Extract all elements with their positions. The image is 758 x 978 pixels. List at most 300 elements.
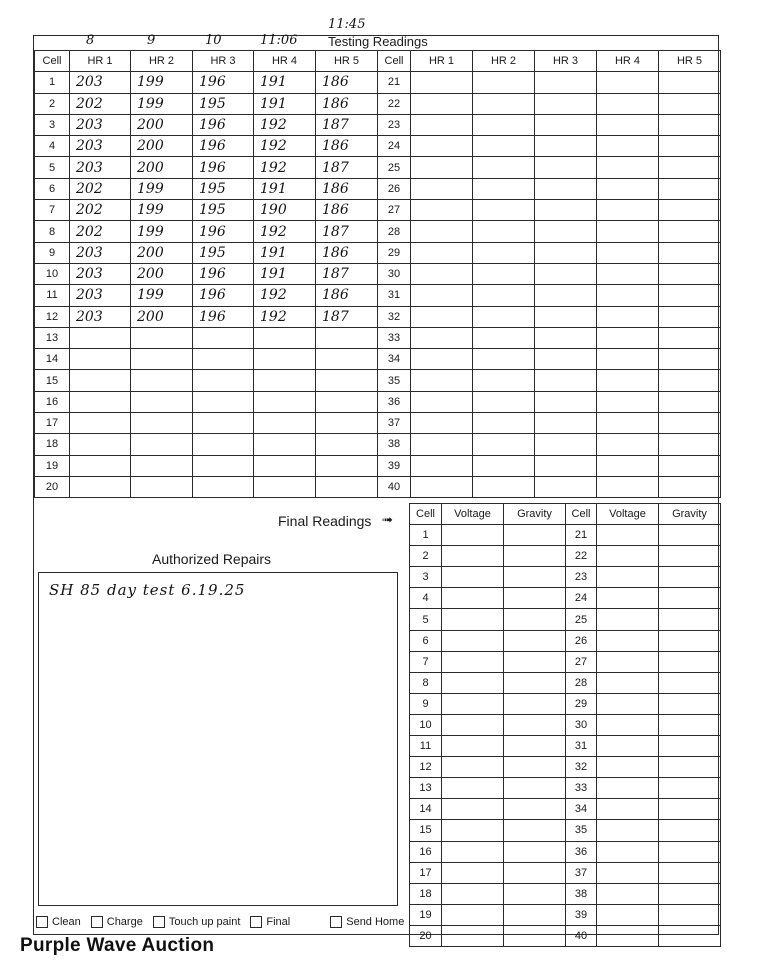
- reading-cell[interactable]: [597, 263, 659, 284]
- reading-cell[interactable]: [659, 370, 721, 391]
- reading-cell[interactable]: [316, 391, 378, 412]
- voltage-cell[interactable]: [442, 757, 504, 778]
- voltage-cell[interactable]: [597, 714, 659, 735]
- reading-cell[interactable]: [535, 370, 597, 391]
- table-row: [410, 904, 721, 925]
- reading-cell[interactable]: 187: [316, 221, 378, 242]
- gravity-cell[interactable]: [504, 651, 566, 672]
- reading-cell[interactable]: [131, 434, 193, 455]
- reading-cell[interactable]: 196: [193, 306, 254, 327]
- voltage-cell[interactable]: [597, 799, 659, 820]
- reading-cell[interactable]: [316, 370, 378, 391]
- reading-cell[interactable]: [535, 327, 597, 348]
- gravity-cell[interactable]: [659, 883, 721, 904]
- reading-cell[interactable]: [473, 263, 535, 284]
- reading-cell[interactable]: 192: [254, 221, 316, 242]
- reading-cell[interactable]: [597, 200, 659, 221]
- reading-cell[interactable]: [411, 221, 473, 242]
- reading-cell[interactable]: [659, 72, 721, 93]
- reading-cell[interactable]: 192: [254, 306, 316, 327]
- gravity-cell[interactable]: [504, 841, 566, 862]
- reading-cell[interactable]: 202: [70, 178, 131, 199]
- voltage-cell[interactable]: [597, 904, 659, 925]
- gravity-cell[interactable]: [504, 588, 566, 609]
- reading-cell[interactable]: [659, 157, 721, 178]
- reading-cell[interactable]: [473, 157, 535, 178]
- reading-cell[interactable]: [659, 327, 721, 348]
- reading-cell[interactable]: [659, 476, 721, 497]
- voltage-cell[interactable]: [442, 546, 504, 567]
- reading-cell[interactable]: [597, 391, 659, 412]
- reading-cell[interactable]: [473, 72, 535, 93]
- reading-cell[interactable]: 200: [131, 114, 193, 135]
- reading-cell[interactable]: [411, 157, 473, 178]
- checkbox-charge[interactable]: [91, 916, 143, 928]
- reading-cell[interactable]: [131, 391, 193, 412]
- reading-cell[interactable]: 196: [193, 114, 254, 135]
- reading-cell[interactable]: [411, 434, 473, 455]
- voltage-cell[interactable]: [442, 588, 504, 609]
- checkbox-touch-up-paint[interactable]: [153, 916, 241, 928]
- gravity-cell[interactable]: [504, 883, 566, 904]
- reading-cell[interactable]: [254, 327, 316, 348]
- voltage-cell[interactable]: [597, 757, 659, 778]
- column-header: HR 4: [254, 51, 316, 72]
- voltage-cell[interactable]: [597, 588, 659, 609]
- reading-cell[interactable]: 200: [131, 136, 193, 157]
- reading-cell[interactable]: 196: [193, 285, 254, 306]
- reading-cell[interactable]: 192: [254, 114, 316, 135]
- voltage-cell[interactable]: [442, 630, 504, 651]
- reading-cell[interactable]: 186: [316, 136, 378, 157]
- voltage-cell[interactable]: [597, 820, 659, 841]
- reading-cell[interactable]: [597, 285, 659, 306]
- reading-cell[interactable]: [473, 114, 535, 135]
- reading-cell[interactable]: [131, 455, 193, 476]
- checkbox-square-icon[interactable]: [153, 916, 165, 928]
- gravity-cell[interactable]: [659, 841, 721, 862]
- reading-cell[interactable]: [193, 370, 254, 391]
- reading-cell[interactable]: [193, 455, 254, 476]
- reading-cell[interactable]: 186: [316, 200, 378, 221]
- gravity-cell[interactable]: [504, 778, 566, 799]
- gravity-cell[interactable]: [504, 925, 566, 946]
- reading-cell[interactable]: 200: [131, 242, 193, 263]
- reading-cell[interactable]: 199: [131, 178, 193, 199]
- reading-cell[interactable]: [597, 455, 659, 476]
- reading-cell[interactable]: 191: [254, 242, 316, 263]
- reading-cell[interactable]: [254, 391, 316, 412]
- reading-cell[interactable]: [411, 349, 473, 370]
- reading-cell[interactable]: [659, 349, 721, 370]
- reading-cell[interactable]: 203: [70, 157, 131, 178]
- reading-cell[interactable]: 200: [131, 263, 193, 284]
- reading-cell[interactable]: [659, 285, 721, 306]
- voltage-cell[interactable]: [442, 651, 504, 672]
- voltage-cell[interactable]: [442, 862, 504, 883]
- gravity-cell[interactable]: [504, 546, 566, 567]
- gravity-cell[interactable]: [504, 672, 566, 693]
- reading-cell[interactable]: [535, 136, 597, 157]
- status-checkboxes: [36, 916, 414, 928]
- reading-cell[interactable]: [597, 178, 659, 199]
- reading-cell[interactable]: 200: [131, 157, 193, 178]
- reading-cell[interactable]: [597, 370, 659, 391]
- reading-cell[interactable]: [131, 476, 193, 497]
- gravity-cell[interactable]: [504, 862, 566, 883]
- reading-cell[interactable]: [659, 306, 721, 327]
- gravity-cell[interactable]: [659, 609, 721, 630]
- reading-cell[interactable]: 203: [70, 136, 131, 157]
- gravity-cell[interactable]: [659, 736, 721, 757]
- reading-cell[interactable]: [597, 221, 659, 242]
- reading-cell[interactable]: [659, 221, 721, 242]
- reading-cell[interactable]: 195: [193, 200, 254, 221]
- gravity-cell[interactable]: [659, 778, 721, 799]
- reading-cell[interactable]: 186: [316, 72, 378, 93]
- reading-cell[interactable]: [411, 327, 473, 348]
- reading-cell[interactable]: [473, 413, 535, 434]
- gravity-cell[interactable]: [504, 609, 566, 630]
- gravity-cell[interactable]: [659, 672, 721, 693]
- reading-cell[interactable]: 200: [131, 306, 193, 327]
- voltage-cell[interactable]: [597, 925, 659, 946]
- reading-cell[interactable]: [411, 136, 473, 157]
- reading-cell[interactable]: [411, 178, 473, 199]
- reading-cell[interactable]: [473, 306, 535, 327]
- reading-cell[interactable]: 203: [70, 72, 131, 93]
- column-header: Voltage: [442, 504, 504, 525]
- reading-cell[interactable]: [659, 455, 721, 476]
- voltage-cell[interactable]: [442, 799, 504, 820]
- reading-cell[interactable]: [535, 200, 597, 221]
- gravity-cell[interactable]: [659, 799, 721, 820]
- reading-cell[interactable]: [473, 285, 535, 306]
- reading-cell[interactable]: [254, 476, 316, 497]
- reading-cell[interactable]: [535, 263, 597, 284]
- reading-cell[interactable]: [659, 434, 721, 455]
- reading-cell[interactable]: [316, 476, 378, 497]
- reading-cell[interactable]: [411, 93, 473, 114]
- reading-cell[interactable]: [659, 178, 721, 199]
- cell-number: 2: [410, 546, 442, 567]
- reading-cell[interactable]: 186: [316, 178, 378, 199]
- gravity-cell[interactable]: [659, 862, 721, 883]
- reading-cell[interactable]: [535, 434, 597, 455]
- gravity-cell[interactable]: [504, 736, 566, 757]
- voltage-cell[interactable]: [597, 862, 659, 883]
- reading-cell[interactable]: [659, 200, 721, 221]
- reading-cell[interactable]: [254, 349, 316, 370]
- reading-cell[interactable]: [411, 455, 473, 476]
- gravity-cell[interactable]: [504, 757, 566, 778]
- reading-cell[interactable]: [411, 391, 473, 412]
- reading-cell[interactable]: [411, 413, 473, 434]
- voltage-cell[interactable]: [597, 630, 659, 651]
- gravity-cell[interactable]: [659, 546, 721, 567]
- gravity-cell[interactable]: [504, 714, 566, 735]
- reading-cell[interactable]: [193, 476, 254, 497]
- gravity-cell[interactable]: [504, 567, 566, 588]
- reading-cell[interactable]: [254, 413, 316, 434]
- reading-cell[interactable]: 195: [193, 178, 254, 199]
- reading-cell[interactable]: [473, 391, 535, 412]
- reading-cell[interactable]: [193, 413, 254, 434]
- reading-cell[interactable]: [411, 72, 473, 93]
- reading-cell[interactable]: [193, 391, 254, 412]
- reading-cell[interactable]: 199: [131, 285, 193, 306]
- voltage-cell[interactable]: [442, 904, 504, 925]
- reading-cell[interactable]: [411, 285, 473, 306]
- reading-cell[interactable]: [473, 178, 535, 199]
- reading-cell[interactable]: [316, 455, 378, 476]
- reading-cell[interactable]: 196: [193, 263, 254, 284]
- table-row: [410, 799, 721, 820]
- reading-cell[interactable]: 186: [316, 93, 378, 114]
- reading-cell[interactable]: [659, 413, 721, 434]
- reading-cell[interactable]: [535, 455, 597, 476]
- reading-cell[interactable]: 191: [254, 263, 316, 284]
- reading-cell[interactable]: 202: [70, 221, 131, 242]
- checkbox-square-icon[interactable]: [330, 916, 342, 928]
- reading-cell[interactable]: 199: [131, 200, 193, 221]
- reading-cell[interactable]: [70, 349, 131, 370]
- reading-cell[interactable]: [193, 349, 254, 370]
- reading-cell[interactable]: [473, 349, 535, 370]
- cell-number: 18: [35, 434, 70, 455]
- reading-cell[interactable]: [597, 434, 659, 455]
- reading-cell[interactable]: [473, 200, 535, 221]
- reading-cell[interactable]: [411, 306, 473, 327]
- voltage-cell[interactable]: [597, 609, 659, 630]
- reading-cell[interactable]: [473, 136, 535, 157]
- reading-cell[interactable]: [131, 370, 193, 391]
- gravity-cell[interactable]: [659, 693, 721, 714]
- reading-cell[interactable]: [597, 476, 659, 497]
- reading-cell[interactable]: [70, 434, 131, 455]
- voltage-cell[interactable]: [442, 736, 504, 757]
- voltage-cell[interactable]: [442, 672, 504, 693]
- reading-cell[interactable]: 195: [193, 242, 254, 263]
- gravity-cell[interactable]: [659, 651, 721, 672]
- reading-cell[interactable]: [316, 327, 378, 348]
- reading-cell[interactable]: [535, 349, 597, 370]
- gravity-cell[interactable]: [659, 904, 721, 925]
- reading-cell[interactable]: 186: [316, 242, 378, 263]
- checkbox-square-icon[interactable]: [250, 916, 262, 928]
- reading-cell[interactable]: [535, 391, 597, 412]
- authorized-repairs-box[interactable]: [38, 572, 398, 906]
- checkbox-square-icon[interactable]: [91, 916, 103, 928]
- reading-cell[interactable]: [659, 263, 721, 284]
- reading-cell[interactable]: 191: [254, 72, 316, 93]
- voltage-cell[interactable]: [442, 714, 504, 735]
- voltage-cell[interactable]: [442, 820, 504, 841]
- reading-cell[interactable]: [535, 157, 597, 178]
- reading-cell[interactable]: [316, 349, 378, 370]
- reading-cell[interactable]: [411, 476, 473, 497]
- reading-cell[interactable]: 202: [70, 93, 131, 114]
- voltage-cell[interactable]: [442, 609, 504, 630]
- reading-cell[interactable]: [70, 476, 131, 497]
- voltage-cell[interactable]: [597, 693, 659, 714]
- reading-cell[interactable]: [411, 263, 473, 284]
- reading-cell[interactable]: [535, 178, 597, 199]
- reading-cell[interactable]: [193, 327, 254, 348]
- reading-cell[interactable]: [659, 391, 721, 412]
- reading-cell[interactable]: [254, 455, 316, 476]
- reading-cell[interactable]: [70, 455, 131, 476]
- reading-cell[interactable]: [659, 242, 721, 263]
- reading-cell[interactable]: 192: [254, 285, 316, 306]
- reading-cell[interactable]: 191: [254, 178, 316, 199]
- reading-cell[interactable]: [535, 93, 597, 114]
- reading-cell[interactable]: [597, 306, 659, 327]
- reading-cell[interactable]: [411, 242, 473, 263]
- gravity-cell[interactable]: [504, 630, 566, 651]
- voltage-cell[interactable]: [597, 736, 659, 757]
- reading-cell[interactable]: 191: [254, 93, 316, 114]
- cell-number: 25: [566, 609, 597, 630]
- reading-cell[interactable]: [535, 242, 597, 263]
- reading-cell[interactable]: [597, 136, 659, 157]
- gravity-cell[interactable]: [659, 925, 721, 946]
- reading-cell[interactable]: [411, 114, 473, 135]
- reading-cell[interactable]: [254, 434, 316, 455]
- reading-cell[interactable]: 192: [254, 157, 316, 178]
- voltage-cell[interactable]: [442, 841, 504, 862]
- checkbox-square-icon[interactable]: [36, 916, 48, 928]
- reading-cell[interactable]: [473, 93, 535, 114]
- reading-cell[interactable]: 196: [193, 221, 254, 242]
- reading-cell[interactable]: [131, 327, 193, 348]
- reading-cell[interactable]: [473, 434, 535, 455]
- voltage-cell[interactable]: [597, 546, 659, 567]
- reading-cell[interactable]: [70, 370, 131, 391]
- gravity-cell[interactable]: [504, 799, 566, 820]
- reading-cell[interactable]: 187: [316, 263, 378, 284]
- reading-cell[interactable]: [131, 413, 193, 434]
- reading-cell[interactable]: 199: [131, 93, 193, 114]
- reading-cell[interactable]: [535, 306, 597, 327]
- reading-cell[interactable]: 192: [254, 136, 316, 157]
- reading-cell[interactable]: [473, 327, 535, 348]
- reading-cell[interactable]: 203: [70, 306, 131, 327]
- reading-cell[interactable]: [597, 93, 659, 114]
- reading-cell[interactable]: 203: [70, 242, 131, 263]
- reading-cell[interactable]: [597, 242, 659, 263]
- reading-cell[interactable]: 196: [193, 136, 254, 157]
- reading-cell[interactable]: [316, 434, 378, 455]
- gravity-cell[interactable]: [659, 820, 721, 841]
- gravity-cell[interactable]: [504, 693, 566, 714]
- reading-cell[interactable]: [659, 114, 721, 135]
- reading-cell[interactable]: [473, 476, 535, 497]
- reading-cell[interactable]: [411, 200, 473, 221]
- reading-cell[interactable]: [597, 157, 659, 178]
- gravity-cell[interactable]: [504, 904, 566, 925]
- reading-cell[interactable]: [411, 370, 473, 391]
- voltage-cell[interactable]: [597, 841, 659, 862]
- reading-cell[interactable]: 203: [70, 285, 131, 306]
- gravity-cell[interactable]: [504, 525, 566, 546]
- reading-cell[interactable]: [473, 370, 535, 391]
- gravity-cell[interactable]: [659, 525, 721, 546]
- reading-cell[interactable]: [70, 413, 131, 434]
- reading-cell[interactable]: [70, 391, 131, 412]
- reading-cell[interactable]: [597, 349, 659, 370]
- reading-cell[interactable]: [535, 413, 597, 434]
- voltage-cell[interactable]: [597, 672, 659, 693]
- voltage-cell[interactable]: [597, 567, 659, 588]
- reading-cell[interactable]: 199: [131, 72, 193, 93]
- voltage-cell[interactable]: [442, 525, 504, 546]
- voltage-cell[interactable]: [442, 693, 504, 714]
- gravity-cell[interactable]: [659, 567, 721, 588]
- reading-cell[interactable]: [473, 242, 535, 263]
- reading-cell[interactable]: 202: [70, 200, 131, 221]
- reading-cell[interactable]: 199: [131, 221, 193, 242]
- column-header: HR 1: [411, 51, 473, 72]
- voltage-cell[interactable]: [597, 651, 659, 672]
- reading-cell[interactable]: 187: [316, 306, 378, 327]
- voltage-cell[interactable]: [597, 883, 659, 904]
- gravity-cell[interactable]: [659, 630, 721, 651]
- reading-cell[interactable]: [535, 114, 597, 135]
- voltage-cell[interactable]: [442, 567, 504, 588]
- reading-cell[interactable]: 196: [193, 72, 254, 93]
- reading-cell[interactable]: [597, 413, 659, 434]
- reading-cell[interactable]: [535, 476, 597, 497]
- reading-cell[interactable]: [473, 221, 535, 242]
- reading-cell[interactable]: 186: [316, 285, 378, 306]
- reading-cell[interactable]: [70, 327, 131, 348]
- reading-cell[interactable]: [535, 72, 597, 93]
- reading-cell[interactable]: 203: [70, 114, 131, 135]
- voltage-cell[interactable]: [442, 925, 504, 946]
- gravity-cell[interactable]: [659, 714, 721, 735]
- voltage-cell[interactable]: [597, 525, 659, 546]
- reading-cell[interactable]: [597, 327, 659, 348]
- reading-cell[interactable]: [535, 285, 597, 306]
- voltage-cell[interactable]: [442, 883, 504, 904]
- checkbox-send-home[interactable]: [330, 916, 404, 928]
- voltage-cell[interactable]: [442, 778, 504, 799]
- reading-cell[interactable]: [473, 455, 535, 476]
- reading-cell[interactable]: [659, 93, 721, 114]
- reading-cell[interactable]: [131, 349, 193, 370]
- reading-cell[interactable]: [597, 114, 659, 135]
- checkbox-final[interactable]: [250, 916, 290, 928]
- reading-cell[interactable]: [597, 72, 659, 93]
- voltage-cell[interactable]: [597, 778, 659, 799]
- reading-cell[interactable]: 203: [70, 263, 131, 284]
- checkbox-clean[interactable]: [36, 916, 81, 928]
- gravity-cell[interactable]: [659, 757, 721, 778]
- reading-cell[interactable]: 187: [316, 157, 378, 178]
- reading-cell[interactable]: [193, 434, 254, 455]
- reading-cell[interactable]: 190: [254, 200, 316, 221]
- reading-cell[interactable]: [659, 136, 721, 157]
- reading-cell[interactable]: [535, 221, 597, 242]
- gravity-cell[interactable]: [504, 820, 566, 841]
- reading-cell[interactable]: 195: [193, 93, 254, 114]
- reading-cell[interactable]: [316, 413, 378, 434]
- gravity-cell[interactable]: [659, 588, 721, 609]
- reading-cell[interactable]: 187: [316, 114, 378, 135]
- reading-cell[interactable]: [254, 370, 316, 391]
- reading-cell[interactable]: 196: [193, 157, 254, 178]
